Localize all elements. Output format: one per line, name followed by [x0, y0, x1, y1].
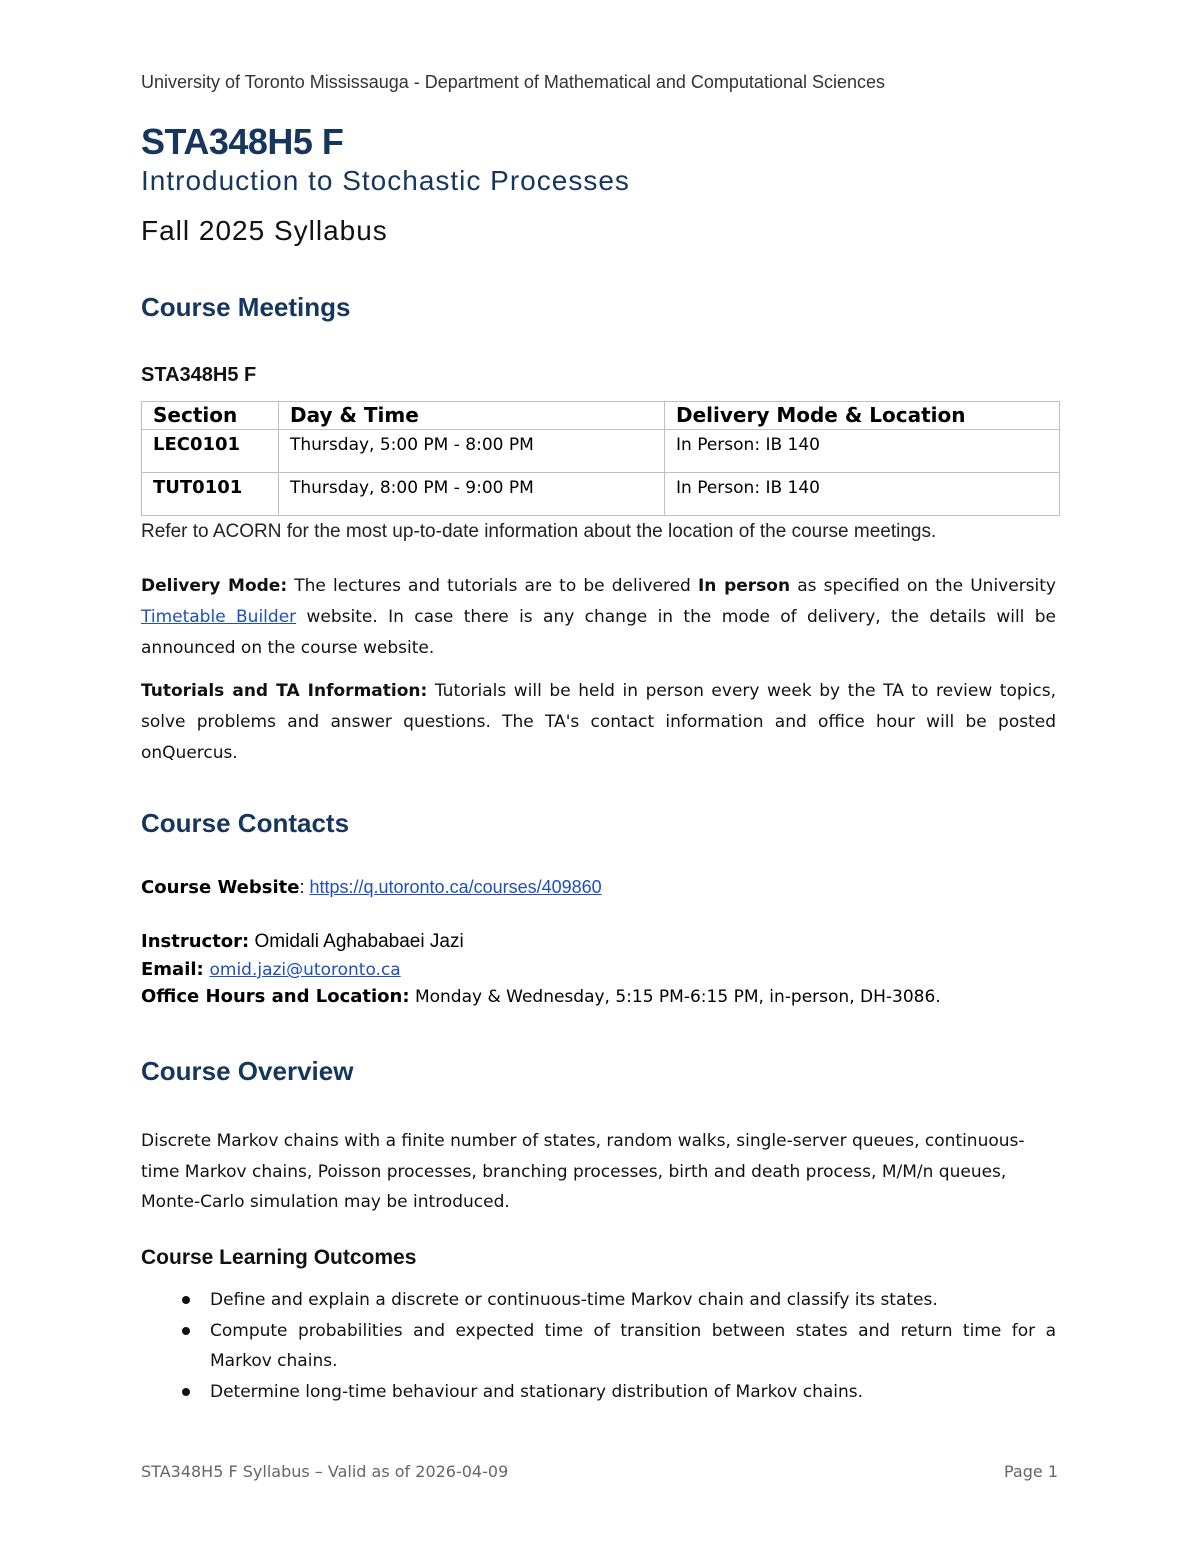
office-hours-label: Office Hours and Location:	[141, 986, 410, 1007]
delivery-mode-paragraph	[141, 571, 1056, 664]
tutorials-label: Tutorials and TA Information:	[141, 681, 428, 701]
section-cell: LEC0101	[142, 430, 279, 473]
course-contacts-heading: Course Contacts	[141, 808, 350, 838]
email-link[interactable]: omid.jazi@utoronto.ca	[209, 960, 401, 980]
learning-outcomes-list	[141, 1285, 1056, 1407]
bullet-icon	[182, 1388, 190, 1396]
email-line	[141, 959, 401, 980]
instructor-label: Instructor:	[141, 931, 250, 952]
office-hours-line	[141, 986, 941, 1007]
instructor-line	[141, 931, 464, 953]
location-cell: In Person: IB 140	[665, 430, 1060, 473]
tutorials-text: Tutorials will be held in person every week by the TA to review topics, solve problems and answer questions. The TA's contact information and office hour will be posted onQuercus.	[141, 681, 1056, 763]
list-item	[141, 1316, 1056, 1377]
department-header: University of Toronto Mississauga - Department of Mathematical and Computational Sciences	[141, 72, 886, 92]
table-row	[142, 430, 1060, 473]
course-website-line	[141, 877, 602, 898]
bullet-icon	[182, 1296, 190, 1304]
tutorials-paragraph	[141, 676, 1056, 769]
course-meetings-heading: Course Meetings	[141, 292, 351, 322]
course-code-title: STA348H5 F	[141, 121, 344, 162]
delivery-text: The lectures and tutorials are to be delivered	[287, 576, 698, 596]
footer-validity: STA348H5 F Syllabus – Valid as of 2026-04-09	[141, 1462, 509, 1481]
table-row	[142, 473, 1060, 516]
learning-outcomes-heading: Course Learning Outcomes	[141, 1246, 417, 1269]
course-website-label: Course Website	[141, 877, 300, 898]
column-header: Section	[142, 402, 279, 430]
outcome-text: Determine long-time behaviour and stationary distribution of Markov chains.	[210, 1381, 864, 1402]
course-overview-text: Discrete Markov chains with a finite number of states, random walks, single-server queues, continuous-time Markov chains, Poisson processes, branching processes, birth and death process, M/M/n queues, Monte-Carlo simulation may be introduced.	[141, 1131, 1025, 1212]
course-name-title: Introduction to Stochastic Processes	[141, 165, 630, 196]
outcome-text: Define and explain a discrete or continuous-time Markov chain and classify its states.	[210, 1290, 938, 1310]
outcome-text: Compute probabilities and expected time of transition between states and return time for a Markov chains.	[210, 1320, 1056, 1371]
delivery-text: as specified on the University	[790, 576, 1056, 596]
website-separator: :	[299, 877, 310, 897]
column-header: Delivery Mode & Location	[665, 402, 1060, 430]
day-time-cell: Thursday, 8:00 PM - 9:00 PM	[279, 473, 665, 516]
location-cell: In Person: IB 140	[665, 473, 1060, 516]
table-header-row	[142, 402, 1060, 430]
bullet-icon	[182, 1327, 190, 1335]
meetings-table	[141, 401, 1060, 516]
meetings-subheading: STA348H5 F	[141, 364, 257, 386]
timetable-builder-link[interactable]: Timetable Builder	[141, 607, 297, 627]
delivery-text: website. In case there is any change in the mode of delivery, the details will be announced on the course website.	[141, 607, 1057, 658]
list-item	[141, 1377, 1056, 1408]
in-person-emphasis: In person	[697, 576, 791, 596]
delivery-mode-label: Delivery Mode:	[141, 576, 288, 596]
page-number: Page 1	[1004, 1462, 1058, 1481]
day-time-cell: Thursday, 5:00 PM - 8:00 PM	[279, 430, 665, 473]
course-overview-heading: Course Overview	[141, 1056, 354, 1086]
syllabus-term-title: Fall 2025 Syllabus	[141, 215, 388, 246]
instructor-name: Omidali Aghababaei Jazi	[249, 931, 464, 952]
list-item	[141, 1285, 1056, 1316]
acorn-note: Refer to ACORN for the most up-to-date information about the location of the course meetings.	[141, 521, 937, 542]
email-label: Email:	[141, 959, 204, 980]
column-header: Day & Time	[279, 402, 665, 430]
course-website-link[interactable]: https://q.utoronto.ca/courses/409860	[309, 877, 602, 897]
section-cell: TUT0101	[142, 473, 279, 516]
office-hours-text: Monday & Wednesday, 5:15 PM-6:15 PM, in-person, DH-3086.	[409, 987, 941, 1007]
